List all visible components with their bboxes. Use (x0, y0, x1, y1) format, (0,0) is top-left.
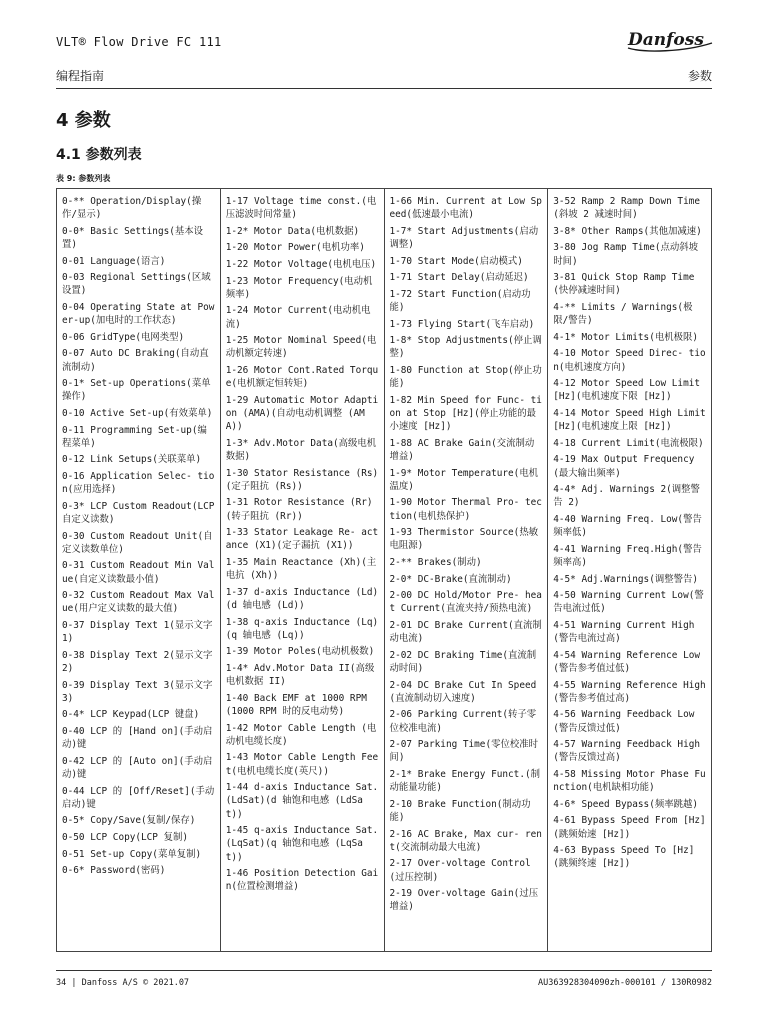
parameter-entry: 1-17 Voltage time const.(电压滤波时间常量) (225, 196, 377, 221)
parameter-entry: 0-30 Custom Readout Unit(自定义读数单位) (62, 530, 213, 555)
footer-doc-code: AU363928304090zh-000101 / 130R0982 (538, 978, 712, 988)
parameter-entry: 1-2* Motor Data(电机数据) (225, 225, 360, 237)
parameter-entry: 1-22 Motor Voltage(电机电压) (225, 258, 377, 270)
parameter-entry: 1-35 Main Reactance (Xh)(主电抗 (Xh)) (225, 556, 377, 582)
parameter-entry: 2-10 Brake Function(制动功能) (389, 798, 531, 823)
parameter-entry: 0-6* Password(密码) (62, 865, 166, 877)
parameter-entry: 4-10 Motor Speed Direc- tion(电机速度方向) (553, 348, 706, 373)
parameter-entry: 2-02 DC Braking Time(直流制动时间) (389, 649, 537, 674)
parameter-entry: 0-44 LCP 的 [Off/Reset](手动启动)键 (62, 785, 215, 810)
parameter-table (56, 188, 712, 952)
parameter-entry: 1-25 Motor Nominal Speed(电动机额定转速) (225, 335, 377, 360)
parameter-entry: 4-19 Max Output Frequency(最大输出频率) (553, 454, 695, 479)
parameter-entry: 0-50 LCP Copy(LCP 复制) (62, 831, 188, 843)
parameter-entry: 1-30 Stator Resistance (Rs)(定子阻抗 (Rs)) (225, 467, 379, 492)
parameter-entry: 1-33 Stator Leakage Re- actance (X1)(定子漏抗 (X1)) (225, 527, 379, 552)
parameter-entry: 1-4* Adv.Motor Data II(高级电机数据 II) (225, 662, 375, 688)
parameter-entry: 4-5* Adj.Warnings(调整警告) (553, 573, 698, 585)
parameter-entry: 1-39 Motor Poles(电动机极数) (225, 646, 375, 658)
parameter-entry: 0-5* Copy/Save(复制/保存) (62, 815, 196, 827)
footer-page-info: 34 | Danfoss A/S © 2021.07 (56, 978, 190, 988)
parameter-entry: 4-50 Warning Current Low(警告电流过低) (553, 590, 704, 615)
parameter-entry: 1-90 Motor Thermal Pro- tection(电机热保护) (389, 497, 542, 522)
parameter-entry: 1-23 Motor Frequency(电动机频率) (225, 275, 373, 300)
parameter-entry: 4-1* Motor Limits(电机极限) (553, 331, 698, 343)
parameter-entry: 0-16 Application Selec- tion(应用选择) (62, 470, 215, 496)
parameter-entry: 4-56 Warning Feedback Low(警告反馈过低) (553, 709, 695, 734)
parameter-entry: 0-0* Basic Settings(基本设置) (62, 225, 204, 250)
parameter-entry: 0-51 Set-up Copy(菜单复制) (62, 848, 202, 860)
parameter-entry: 4-55 Warning Reference High(警告参考值过高) (553, 679, 706, 704)
parameter-entry: 4-14 Motor Speed High Limit [Hz](电机速度上限 [Hz]) (553, 407, 706, 433)
parameter-entry: 2-1* Brake Energy Funct.(制动能量功能) (389, 768, 540, 794)
parameter-entry: 2-** Brakes(制动) (389, 556, 482, 568)
parameter-entry: 1-40 Back EMF at 1000 RPM (1000 RPM 时的反电动势) (225, 692, 367, 717)
parameter-entry: 0-3* LCP Custom Readout(LCP 自定义读数) (62, 500, 215, 525)
parameter-entry: 2-19 Over-voltage Gain(过压增益) (389, 888, 539, 913)
parameter-entry: 1-71 Start Delay(启动延迟) (389, 272, 529, 284)
header-section-name: 参数 (687, 69, 712, 83)
parameter-entry: 0-03 Regional Settings(区域设置) (62, 272, 211, 297)
parameter-entry: 1-3* Adv.Motor Data(高级电机数据) (225, 437, 377, 462)
parameter-entry: 0-32 Custom Readout Max Value(用户定义读数的最大值) (62, 590, 215, 615)
parameter-entry: 1-31 Rotor Resistance (Rr)(转子阻抗 (Rr)) (225, 497, 373, 522)
table-column-4 (548, 189, 711, 951)
parameter-entry: 0-04 Operating State at Power-up(加电时的工作状态) (62, 301, 215, 327)
parameter-entry: 1-26 Motor Cont.Rated Torque(电机额定恒转矩) (225, 364, 379, 390)
parameter-entry: 2-16 AC Brake, Max cur- rent(交流制动最大电流) (389, 828, 542, 853)
parameter-entry: 1-72 Start Function(启动功能) (389, 288, 531, 313)
parameter-entry: 4-41 Warning Freq.High(警告频率高) (553, 543, 702, 568)
parameter-entry: 1-82 Min Speed for Func- tion at Stop [Hz](停止功能的最小速度 [Hz]) (389, 394, 542, 433)
parameter-entry: 1-7* Start Adjustments(启动调整) (389, 225, 539, 250)
parameter-entry: 3-52 Ramp 2 Ramp Down Time(斜坡 2 减速时间) (553, 196, 700, 221)
parameter-entry: 0-4* LCP Keypad(LCP 键盘) (62, 709, 200, 721)
parameter-entry: 0-06 GridType(电网类型) (62, 331, 185, 343)
parameter-entry: 1-29 Automatic Motor Adaption (AMA)(自动电动机调整 (AMA)) (225, 394, 379, 433)
parameter-entry: 1-88 AC Brake Gain(交流制动增益) (389, 437, 535, 462)
parameter-entry: 1-24 Motor Current(电动机电流) (225, 305, 371, 330)
header-rule (56, 88, 712, 89)
parameter-entry: 4-57 Warning Feedback High(警告反馈过高) (553, 739, 700, 764)
parameter-entry: 1-9* Motor Temperature(电机温度) (389, 467, 539, 492)
parameter-entry: 1-42 Motor Cable Length (电动机电缆长度) (225, 722, 377, 747)
parameter-entry: 0-07 Auto DC Braking(自动直流制动) (62, 348, 209, 373)
parameter-entry: 2-01 DC Brake Current(直流制动电流) (389, 619, 542, 645)
parameter-entry: 4-51 Warning Current High(警告电流过高) (553, 619, 695, 645)
parameter-entry: 3-80 Jog Ramp Time(点动斜坡时间) (553, 242, 698, 267)
parameter-entry: 4-** Limits / Warnings(极限/警告) (553, 301, 693, 327)
parameter-entry: 4-58 Missing Motor Phase Function(电机缺相功能) (553, 768, 706, 794)
parameter-entry: 1-66 Min. Current at Low Speed(低速最小电流) (389, 196, 542, 221)
table-caption: 表 9: 参数列表 (56, 174, 111, 183)
parameter-entry: 1-93 Thermistor Source(热敏电阻源) (389, 527, 539, 552)
parameter-entry: 0-12 Link Setups(关联菜单) (62, 454, 202, 466)
parameter-entry: 0-** Operation/Display(操作/显示) (62, 196, 202, 221)
parameter-entry: 3-81 Quick Stop Ramp Time(快停减速时间) (553, 272, 695, 297)
parameter-entry: 0-42 LCP 的 [Auto on](手动启动)键 (62, 755, 213, 780)
parameter-entry: 4-54 Warning Reference Low(警告参考值过低) (553, 649, 700, 674)
parameter-entry: 0-39 Display Text 3(显示文字 3) (62, 679, 213, 704)
parameter-entry: 1-43 Motor Cable Length Feet(电机电缆长度(英尺)) (225, 752, 379, 777)
table-column-3 (385, 189, 549, 951)
parameter-entry: 1-38 q-axis Inductance (Lq)(q 轴电感 (Lq)) (225, 616, 379, 641)
parameter-entry: 1-37 d-axis Inductance (Ld)(d 轴电感 (Ld)) (225, 586, 379, 611)
table-column-1 (57, 189, 221, 951)
parameter-entry: 2-04 DC Brake Cut In Speed(直流制动切入速度) (389, 679, 537, 704)
parameter-entry: 4-63 Bypass Speed To [Hz](跳频终速 [Hz]) (553, 845, 695, 870)
parameter-entry: 2-00 DC Hold/Motor Pre- heat Current(直流夹持/预热电流) (389, 590, 542, 615)
parameter-entry: 0-40 LCP 的 [Hand on](手动启动)键 (62, 725, 213, 751)
parameter-entry: 0-1* Set-up Operations(菜单操作) (62, 378, 211, 403)
parameter-entry: 2-17 Over-voltage Control(过压控制) (389, 858, 531, 883)
parameter-entry: 1-44 d-axis Inductance Sat. (LdSat)(d 轴饱和电感 (LdSat)) (225, 782, 379, 820)
footer-rule (56, 970, 712, 971)
parameter-entry: 4-4* Adj. Warnings 2(调整警告 2) (553, 484, 700, 509)
parameter-entry: 0-37 Display Text 1(显示文字 1) (62, 619, 213, 645)
logo-wordmark: Danfoss (628, 30, 704, 50)
parameter-entry: 0-31 Custom Readout Min Value(自定义读数最小值) (62, 560, 215, 585)
parameter-entry: 2-0* DC-Brake(直流制动) (389, 573, 512, 585)
header-guide-title: 编程指南 (56, 69, 105, 83)
parameter-entry: 1-70 Start Mode(启动模式) (389, 255, 523, 267)
section-title: 4.1 参数列表 (56, 147, 142, 163)
parameter-entry: 0-10 Active Set-up(有效菜单) (62, 407, 213, 419)
parameter-entry: 4-40 Warning Freq. Low(警告频率低) (553, 513, 702, 539)
parameter-entry: 0-01 Language(语言) (62, 255, 166, 267)
parameter-entry: 4-6* Speed Bypass(频率跳越) (553, 798, 698, 810)
parameter-entry: 3-8* Other Ramps(其他加减速) (553, 225, 702, 237)
parameter-entry: 4-18 Current Limit(电流极限) (553, 437, 704, 449)
header-product-title: VLT® Flow Drive FC 111 (56, 35, 222, 49)
parameter-entry: 1-45 q-axis Inductance Sat. (LqSat)(q 轴饱和电感 (LqSat)) (225, 825, 379, 863)
parameter-entry: 2-07 Parking Time(零位校准时间) (389, 739, 538, 764)
parameter-entry: 1-80 Function at Stop(停止功能) (389, 364, 542, 390)
table-column-2 (221, 189, 385, 951)
parameter-entry: 2-06 Parking Current(转子零位校准电流) (389, 709, 537, 734)
parameter-entry: 1-20 Motor Power(电机功率) (225, 242, 365, 254)
parameter-entry: 0-38 Display Text 2(显示文字 2) (62, 649, 213, 674)
parameter-entry: 0-11 Programming Set-up(编程菜单) (62, 424, 207, 449)
parameter-entry: 1-8* Stop Adjustments(停止调整) (389, 335, 542, 360)
parameter-entry: 4-12 Motor Speed Low Limit [Hz](电机速度下限 [Hz]) (553, 378, 700, 403)
parameter-entry: 1-46 Position Detection Gain(位置检测增益) (225, 868, 379, 893)
chapter-title: 4 参数 (56, 110, 111, 131)
parameter-entry: 4-61 Bypass Speed From [Hz](跳频始速 [Hz]) (553, 815, 706, 840)
parameter-entry: 1-73 Flying Start(飞车启动) (389, 318, 535, 330)
danfoss-logo (624, 26, 716, 56)
